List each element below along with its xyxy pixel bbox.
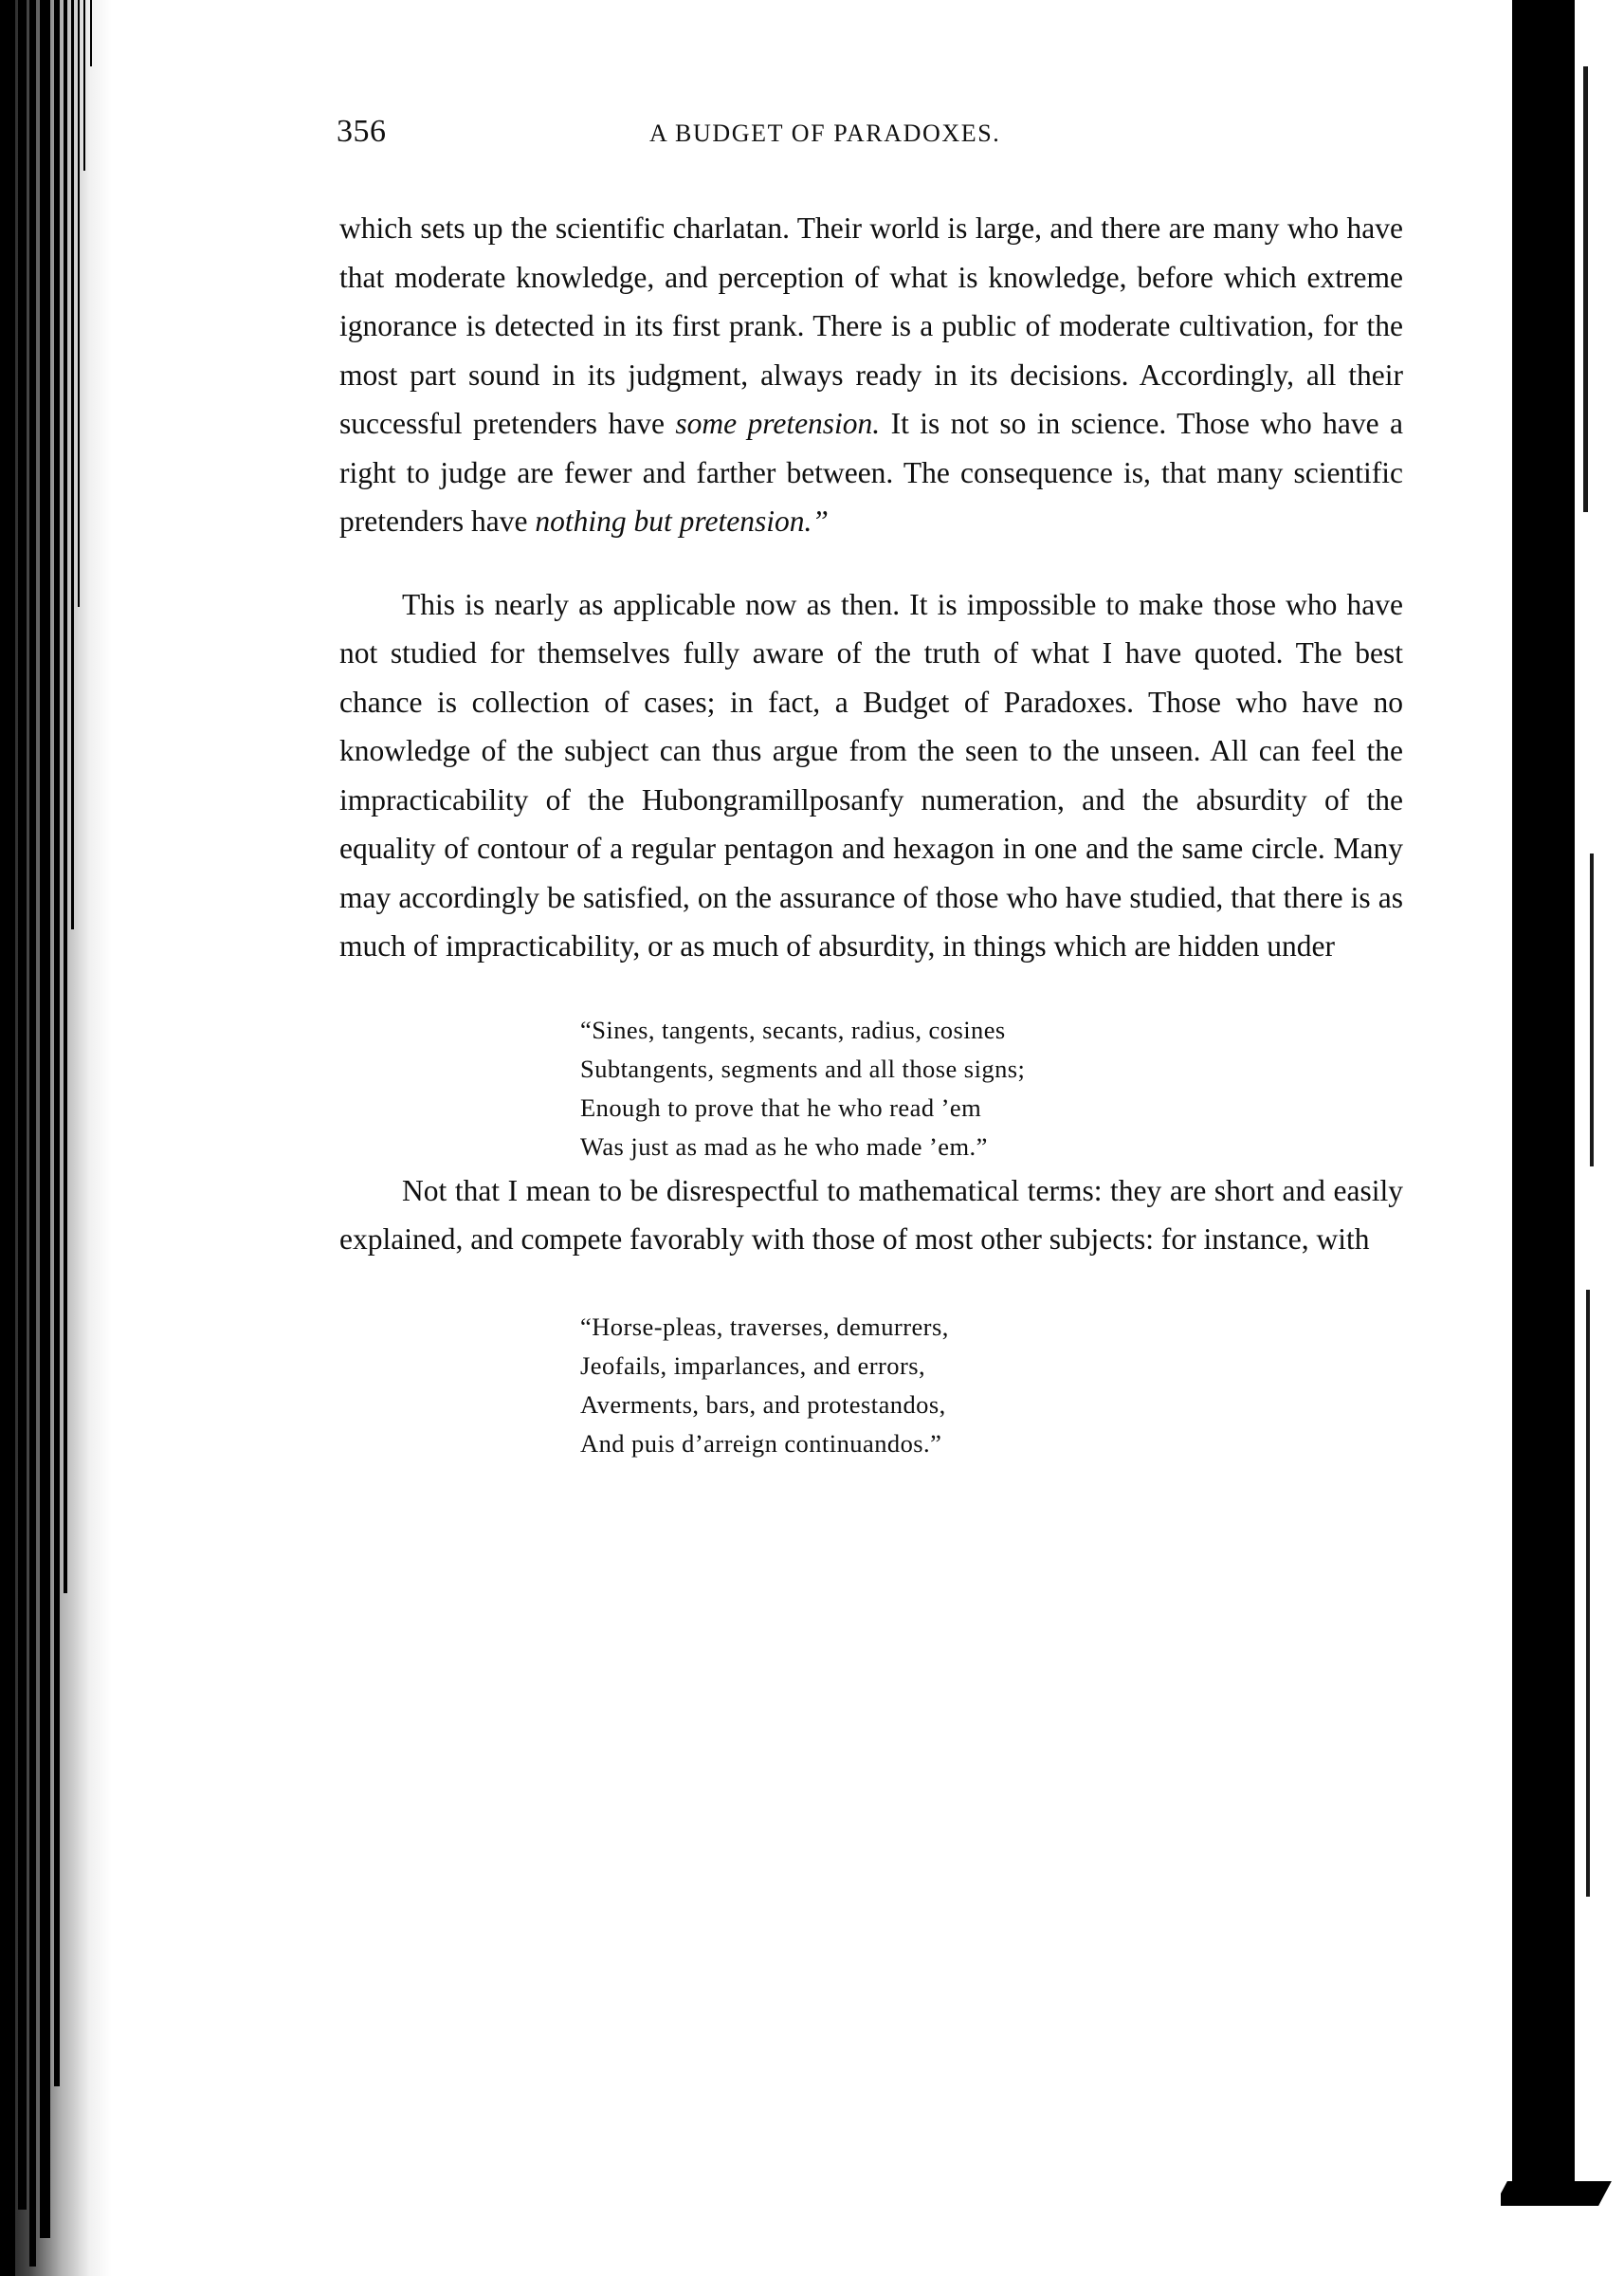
- paragraph-two: This is nearly as applicable now as then. It is impossible to make those who have not studied for themselves fully aware of the truth of what I have quoted. The best chance is collection of cases; in fact, a Budget of Paradoxes. Those who have no knowledge of the subject can thus argue from the seen to the unseen. All can feel the impracticability of the Hubongramillposanfy numeration, and the absurdity of the equality of contour of a regular pentagon and hexagon in one and the same circle. Many may accordingly be satisfied, on the assurance of those who have studied, that there is as much of impracticability, or as much of absurdity, in things which are hidden under: [339, 587, 1403, 963]
- page-header: [337, 114, 1408, 152]
- italic-phrase-nothing-but-pretension: nothing but pretension.”: [535, 505, 829, 538]
- running-head-title: A BUDGET OF PARADOXES.: [649, 119, 1001, 147]
- verse-quote-first: [339, 1011, 1403, 1166]
- paragraph-continued: [339, 204, 1403, 546]
- page-body-text: [339, 204, 1403, 1463]
- italic-phrase-some-pretension: some pretension.: [675, 407, 881, 440]
- verse-line: Enough to prove that he who read ’em: [580, 1092, 982, 1122]
- verse-line: “Sines, tangents, secants, radius, cosines: [580, 1015, 1006, 1044]
- verse-quote-second: [339, 1308, 1403, 1463]
- verse-line: “Horse-pleas, traverses, demurrers,: [580, 1312, 949, 1341]
- verse-line: Jeofails, imparlances, and errors,: [580, 1350, 926, 1380]
- paragraph-three: Not that I mean to be disrespectful to mathematical terms: they are short and easily explained, and compete favorably with those of most other subjects: for instance, with: [339, 1173, 1403, 1256]
- verse-line: Subtangents, segments and all those signs;: [580, 1054, 1026, 1083]
- verse-line: Was just as mad as he who made ’em.”: [580, 1131, 988, 1161]
- page-number: 356: [337, 114, 387, 149]
- paragraph-text-part-2: It is not so in science. Those who have a right to judge are fewer and farther between. The consequence is, that many scientific pretenders have: [339, 407, 1403, 538]
- verse-line: And puis d’arreign continuandos.”: [580, 1428, 942, 1458]
- paragraph-text-part-1: which sets up the scientific charlatan. Their world is large, and there are many who have that moderate knowledge, and perception of what is knowledge, before which extreme ignorance is detected in its first prank. There is a public of moderate cultivation, for the most part sound in its judgment, always ready in its decisions. Accordingly, all their successful pretenders have: [339, 211, 1403, 440]
- verse-line: Averments, bars, and protestandos,: [580, 1389, 946, 1419]
